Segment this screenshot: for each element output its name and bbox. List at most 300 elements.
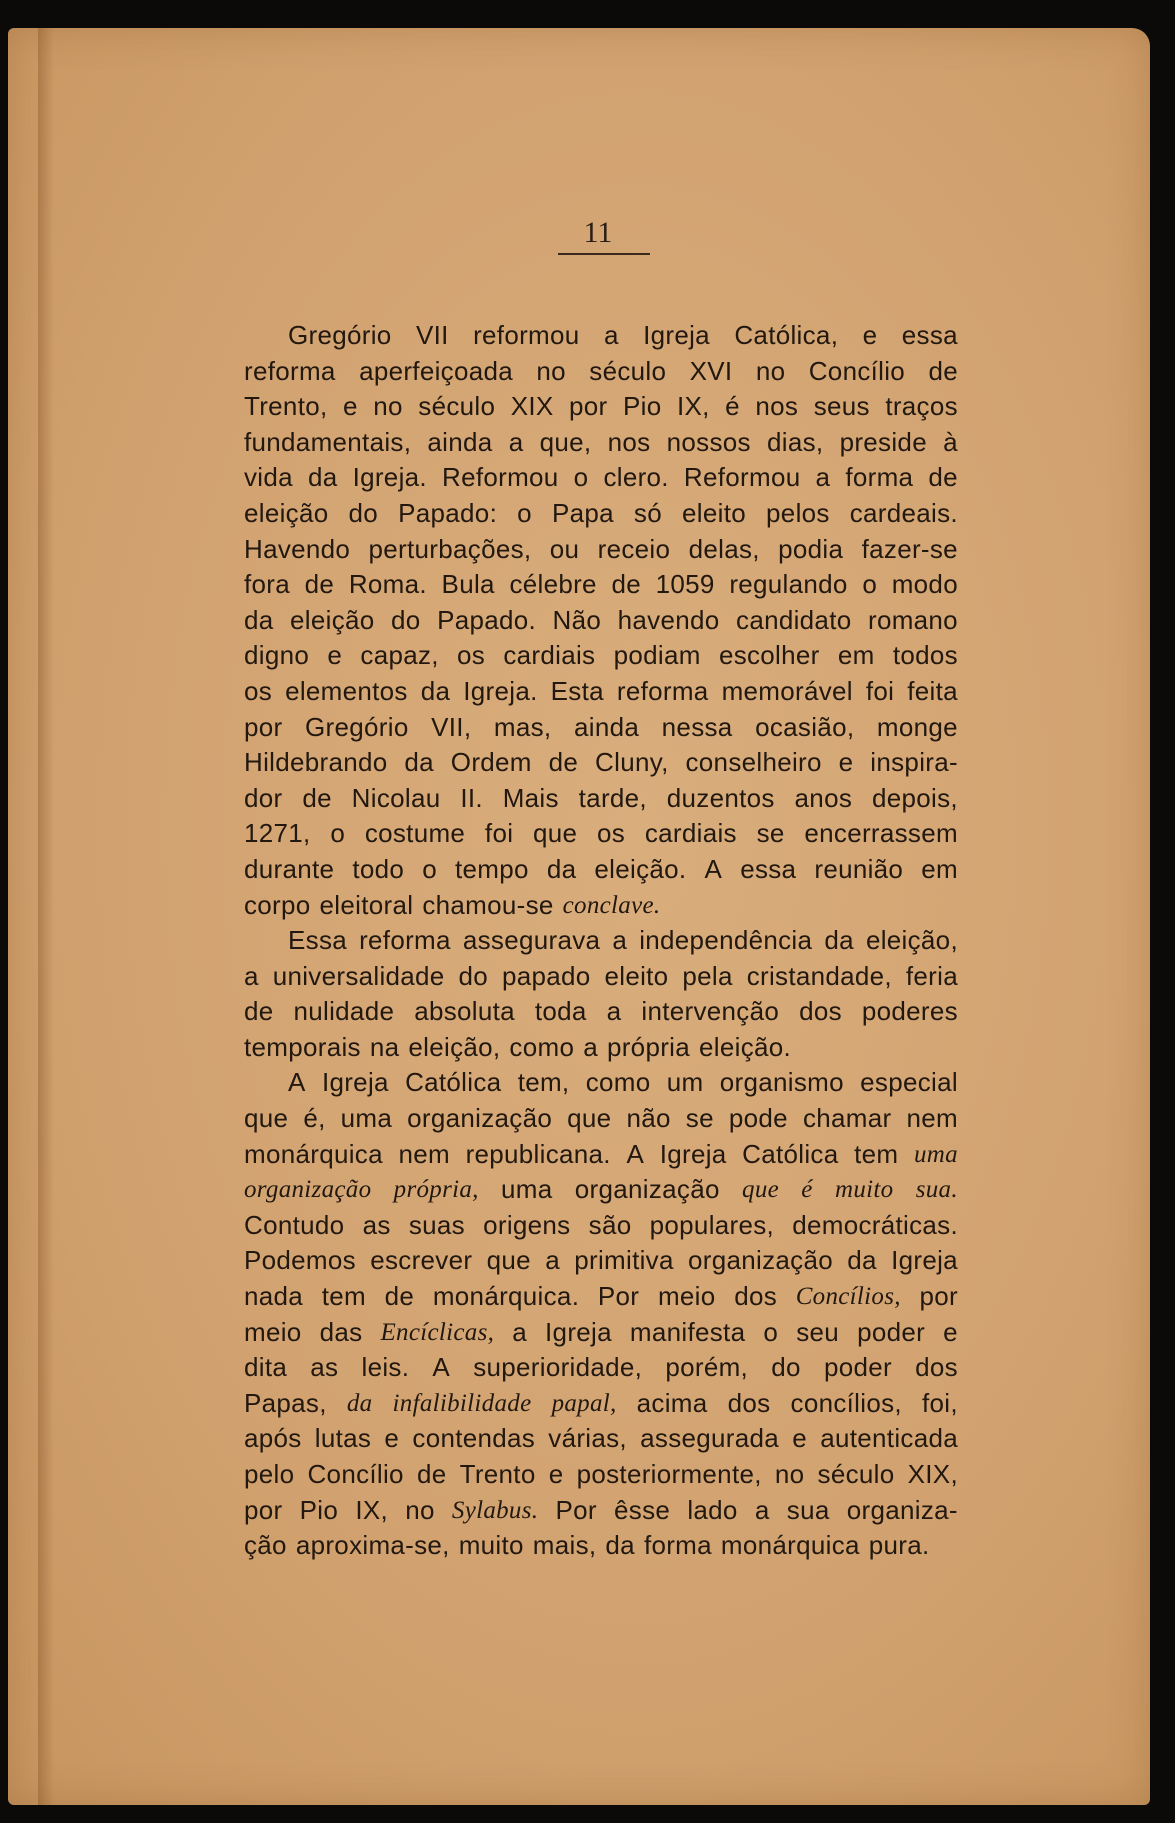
word: Papado. (437, 604, 537, 635)
word: memorável (721, 675, 853, 706)
text-line (244, 1208, 958, 1244)
word: Contudo (244, 1209, 345, 1240)
word: clero. (603, 462, 669, 493)
word: a (603, 320, 619, 350)
word: 1271, (244, 818, 311, 849)
word: cristandade, (746, 960, 892, 991)
word: tempo (455, 853, 529, 884)
word: perturbações, (368, 533, 532, 564)
word: forma (643, 1530, 712, 1561)
word: da (244, 604, 274, 635)
word: inspira- (870, 747, 958, 778)
word: manifesta (629, 1316, 746, 1347)
word: como (509, 1031, 575, 1062)
text-line (244, 354, 958, 390)
word: a (545, 1245, 560, 1276)
word: fundamentais, (244, 426, 412, 457)
word: os (244, 675, 273, 706)
text-line (244, 1457, 958, 1493)
word: forma (845, 462, 914, 493)
text-line (244, 1243, 958, 1279)
word: porém, (665, 1352, 749, 1383)
word: vida (244, 462, 293, 493)
word: aproxima-se, (295, 1530, 450, 1561)
word: essa (901, 320, 958, 350)
word: muito (458, 1530, 524, 1561)
page-number: 11 (583, 216, 613, 249)
word: do (391, 604, 421, 635)
word: e (838, 747, 854, 778)
word: intervenção (641, 996, 780, 1027)
word: durante (244, 853, 335, 884)
word: poder (857, 1316, 926, 1347)
word: posteriormente, (576, 1459, 762, 1489)
word: é (725, 391, 740, 422)
text-line (244, 781, 958, 817)
text-line (244, 888, 958, 924)
word: dias, (766, 426, 824, 457)
word: anos (794, 782, 853, 813)
word: dos (799, 996, 842, 1027)
text-line (244, 460, 958, 496)
word: lado (687, 1494, 738, 1525)
word: A (288, 1067, 306, 1098)
word: origens (483, 1209, 571, 1240)
text-line (244, 1493, 958, 1529)
word: Gregório (288, 320, 392, 350)
word: poderes (861, 996, 958, 1027)
word: Igreja (321, 1067, 389, 1098)
word: própria (606, 1031, 691, 1062)
word: Hildebrando (244, 747, 388, 778)
word: não (626, 1103, 671, 1134)
word: Igreja (659, 1138, 727, 1169)
word: nulidade (293, 996, 395, 1027)
word: II. (460, 782, 483, 813)
word: eleição, (865, 925, 958, 956)
word: todos (892, 640, 958, 671)
word: eleito (604, 960, 669, 991)
word: Concílio (307, 1459, 404, 1489)
word: Bula (441, 569, 495, 600)
word: várias, (548, 1423, 627, 1454)
word: é (801, 1176, 813, 1204)
word: concílios, (790, 1387, 902, 1418)
word: que (486, 1245, 531, 1276)
word: nessa (661, 711, 733, 742)
word: do (458, 960, 489, 991)
word: havendo (617, 604, 720, 635)
text-line (244, 389, 958, 425)
word: a (583, 1031, 598, 1062)
word: o (517, 497, 532, 528)
word: reforma (359, 925, 451, 956)
word: por (919, 1281, 958, 1312)
word: tem, (517, 1067, 570, 1098)
word: escolher (718, 640, 820, 671)
word: traços (885, 391, 958, 422)
text-line (244, 674, 958, 710)
word: mas, (493, 711, 552, 742)
word: Não (552, 604, 602, 635)
word: foi (865, 675, 895, 706)
word: meio (244, 1316, 302, 1347)
word: é, (303, 1103, 326, 1134)
word: eleição. (699, 1031, 792, 1062)
word: essa (740, 853, 797, 884)
word: aperfeiçoada (359, 355, 514, 386)
word: lutas (314, 1423, 372, 1454)
word: uma (913, 1140, 958, 1168)
word: tarde, (578, 782, 647, 813)
word: independência (639, 925, 813, 956)
word: autenticada (820, 1423, 958, 1454)
word: de (611, 569, 641, 600)
word: e (384, 1423, 400, 1454)
word: populares, (649, 1209, 775, 1240)
word: no (405, 1494, 435, 1525)
word: tem (854, 1138, 899, 1169)
word: 1059 (655, 569, 715, 600)
word: infalibilidade (392, 1389, 532, 1417)
word: o (573, 462, 589, 493)
word: Concílio (808, 355, 906, 386)
text-line (244, 1315, 958, 1351)
word: a (606, 996, 622, 1027)
word: eleição (290, 604, 375, 635)
word: Papas, (244, 1387, 327, 1418)
word: na (369, 1031, 400, 1062)
word: e (327, 640, 343, 671)
word: da (546, 853, 577, 884)
word: o (862, 569, 878, 600)
word: foi (484, 818, 514, 849)
word: uma (501, 1174, 553, 1205)
word: IX, (676, 391, 710, 422)
word: em (921, 853, 958, 884)
word: monárquica. (432, 1281, 580, 1312)
text-line (244, 745, 958, 781)
word: e (548, 1459, 564, 1489)
word: A (432, 1352, 451, 1383)
word: Reformou (442, 462, 559, 493)
word: após (244, 1423, 302, 1454)
word: cardiais (644, 818, 737, 849)
word: a (754, 1494, 770, 1525)
word: sua. (915, 1176, 958, 1204)
page-fold-shadow (38, 28, 54, 1805)
word: século (589, 355, 667, 386)
word: Pio (622, 391, 662, 422)
text-line (244, 496, 958, 532)
word: um (666, 1067, 704, 1098)
word: XVI (689, 355, 733, 386)
word: Igreja (643, 320, 710, 350)
body-text (244, 318, 958, 1564)
word: escrever (370, 1245, 473, 1276)
word: nem (906, 1103, 958, 1134)
word: dos (734, 1281, 778, 1312)
word: dos (915, 1352, 958, 1383)
word: dita (244, 1352, 288, 1383)
word: e (862, 320, 878, 350)
text-line (244, 603, 958, 639)
word: eleitoral (319, 889, 414, 920)
text-line (244, 1421, 958, 1457)
word: da (420, 675, 451, 706)
text-line (244, 1279, 958, 1315)
word: foi, (922, 1387, 958, 1418)
text-line (244, 1065, 958, 1101)
word: assegurada (640, 1423, 780, 1454)
word: do (348, 497, 379, 528)
word: se (756, 818, 785, 849)
word: feria (905, 960, 958, 991)
word: papado (501, 960, 591, 991)
text-line (244, 318, 958, 354)
word: organiza- (846, 1494, 958, 1525)
word: IX, (355, 1494, 389, 1525)
word: nossos (666, 426, 751, 457)
word: eleição, (408, 1031, 501, 1062)
word: no (536, 355, 566, 386)
word: por (244, 711, 283, 742)
word: Católica (405, 1067, 502, 1098)
word: da (404, 747, 434, 778)
word: como (585, 1067, 651, 1098)
word: que (742, 1176, 780, 1204)
word: da (605, 1530, 635, 1561)
word: uma (340, 1103, 393, 1134)
text-line (244, 1350, 958, 1386)
word: conclave. (562, 891, 661, 919)
word: a (612, 925, 628, 956)
text-line (244, 923, 958, 959)
word: Concílios, (795, 1283, 901, 1311)
word: Reformou (683, 462, 801, 493)
word: tem (321, 1281, 366, 1312)
word: nada (244, 1281, 304, 1312)
word: absoluta (414, 996, 515, 1027)
word: célebre (509, 569, 597, 600)
word: reforma (244, 355, 336, 386)
word: dor (244, 782, 283, 813)
word: a (244, 960, 259, 991)
word: ou (549, 533, 580, 564)
word: a (815, 462, 831, 493)
word: muito (834, 1176, 894, 1204)
text-line (244, 567, 958, 603)
word: suas (408, 1209, 465, 1240)
word: chamou-se (422, 889, 554, 920)
word: papal, (551, 1389, 617, 1417)
word: Católica, (734, 320, 839, 350)
word: Papa (551, 497, 614, 528)
word: universalidade (272, 960, 445, 991)
word: nos (755, 391, 799, 422)
word: Igreja. (352, 462, 427, 493)
word: contendas (412, 1423, 536, 1454)
word: das (319, 1316, 363, 1347)
word: leis. (361, 1352, 410, 1383)
word: eleição. (594, 853, 687, 884)
word: reunião (814, 853, 904, 884)
word: XIX (510, 391, 554, 422)
word: os (457, 640, 486, 671)
word: de (928, 355, 958, 386)
text-line (244, 638, 958, 674)
word: A (704, 853, 723, 884)
word: são (588, 1209, 632, 1240)
word: podia (778, 533, 844, 564)
word: encerrassem (804, 818, 958, 849)
word: Roma. (348, 569, 427, 600)
word: que, (539, 426, 592, 457)
word: ainda (574, 711, 640, 742)
word: no (774, 1459, 805, 1489)
word: VII (415, 320, 449, 350)
word: organismo (719, 1067, 844, 1098)
word: Podemos (244, 1245, 356, 1276)
word: eleição (244, 497, 329, 528)
word: depois, (871, 782, 958, 813)
word: nem (398, 1138, 450, 1169)
word: organização (574, 1174, 720, 1205)
word: ainda (427, 426, 493, 457)
word: temporais (244, 1031, 361, 1062)
word: republicana. (465, 1138, 611, 1169)
word: e (343, 391, 358, 422)
word: Trento (459, 1459, 536, 1489)
word: reforma (616, 675, 709, 706)
word: de (244, 996, 274, 1027)
word: Por (597, 1281, 640, 1312)
word: monárquica (720, 1530, 860, 1561)
word: ocasião, (755, 711, 855, 742)
text-line (244, 816, 958, 852)
word: capaz, (360, 640, 439, 671)
word: regulando (729, 569, 848, 600)
word: seu (796, 1316, 840, 1347)
word: Havendo (244, 533, 351, 564)
word: Católica (742, 1138, 839, 1169)
word: receio (597, 533, 671, 564)
word: o (763, 1316, 779, 1347)
word: corpo (244, 889, 311, 920)
word: no (373, 391, 403, 422)
word: primitiva (574, 1245, 674, 1276)
word: pela (682, 960, 733, 991)
word: podiam (613, 640, 701, 671)
word: Pio (299, 1494, 339, 1525)
word: modo (891, 569, 958, 600)
text-line (244, 425, 958, 461)
word: de (928, 462, 958, 493)
word: a (508, 426, 524, 457)
word: fora (244, 569, 291, 600)
word: da (346, 1389, 373, 1417)
word: Gregório (305, 711, 409, 742)
word: especial (860, 1067, 958, 1098)
word: reformou (473, 320, 580, 350)
text-line (244, 1528, 958, 1564)
word: século (817, 1459, 895, 1489)
word: Trento, (244, 391, 328, 422)
word: pura. (868, 1530, 930, 1561)
text-line (244, 959, 958, 995)
word: se (685, 1103, 714, 1134)
word: a (512, 1316, 527, 1347)
word: preside (839, 426, 927, 457)
word: pelo (244, 1459, 295, 1489)
word: de (416, 1459, 447, 1489)
word: no (755, 355, 786, 386)
word: da (847, 1245, 877, 1276)
word: do (771, 1352, 801, 1383)
word: que (567, 1103, 612, 1134)
word: organização (244, 1176, 372, 1204)
word: toda (534, 996, 587, 1027)
word: Mais (502, 782, 559, 813)
word: à (943, 426, 958, 457)
word: Sylabus. (451, 1496, 539, 1524)
word: assegurava (462, 925, 601, 956)
word: cardiais (503, 640, 596, 671)
word: organização (688, 1245, 833, 1276)
word: Papado: (398, 497, 498, 528)
word: Esta (550, 675, 604, 706)
word: digno (244, 640, 310, 671)
word: monárquica (244, 1138, 383, 1169)
word: conselheiro (685, 747, 822, 778)
word: pelos (766, 497, 830, 528)
word: A (626, 1138, 645, 1169)
word: costume (364, 818, 466, 849)
word: que (533, 818, 578, 849)
word: sua (786, 1494, 830, 1525)
word: Cluny, (595, 747, 669, 778)
text-line (244, 710, 958, 746)
word: o (330, 818, 346, 849)
text-line (244, 1030, 958, 1066)
word: XIX, (907, 1459, 958, 1489)
word: só (633, 497, 662, 528)
word: pode (728, 1103, 788, 1134)
word: da (307, 462, 338, 493)
word: em (837, 640, 875, 671)
text-line (244, 532, 958, 568)
word: de (302, 782, 332, 813)
word: seus (813, 391, 870, 422)
text-line (244, 994, 958, 1030)
word: Igreja. (463, 675, 538, 706)
word: dos (727, 1387, 771, 1418)
word: o (422, 853, 437, 884)
word: Ordem (450, 747, 532, 778)
text-line (244, 1172, 958, 1208)
word: chamar (802, 1103, 892, 1134)
word: VII, (431, 711, 472, 742)
word: as (310, 1352, 339, 1383)
word: século (418, 391, 496, 422)
word: cardeais. (849, 497, 958, 528)
text-line (244, 1101, 958, 1137)
word: e (943, 1316, 958, 1347)
word: Essa (288, 925, 348, 956)
word: ção (244, 1530, 287, 1561)
word: romano (867, 604, 958, 635)
text-line (244, 852, 958, 888)
